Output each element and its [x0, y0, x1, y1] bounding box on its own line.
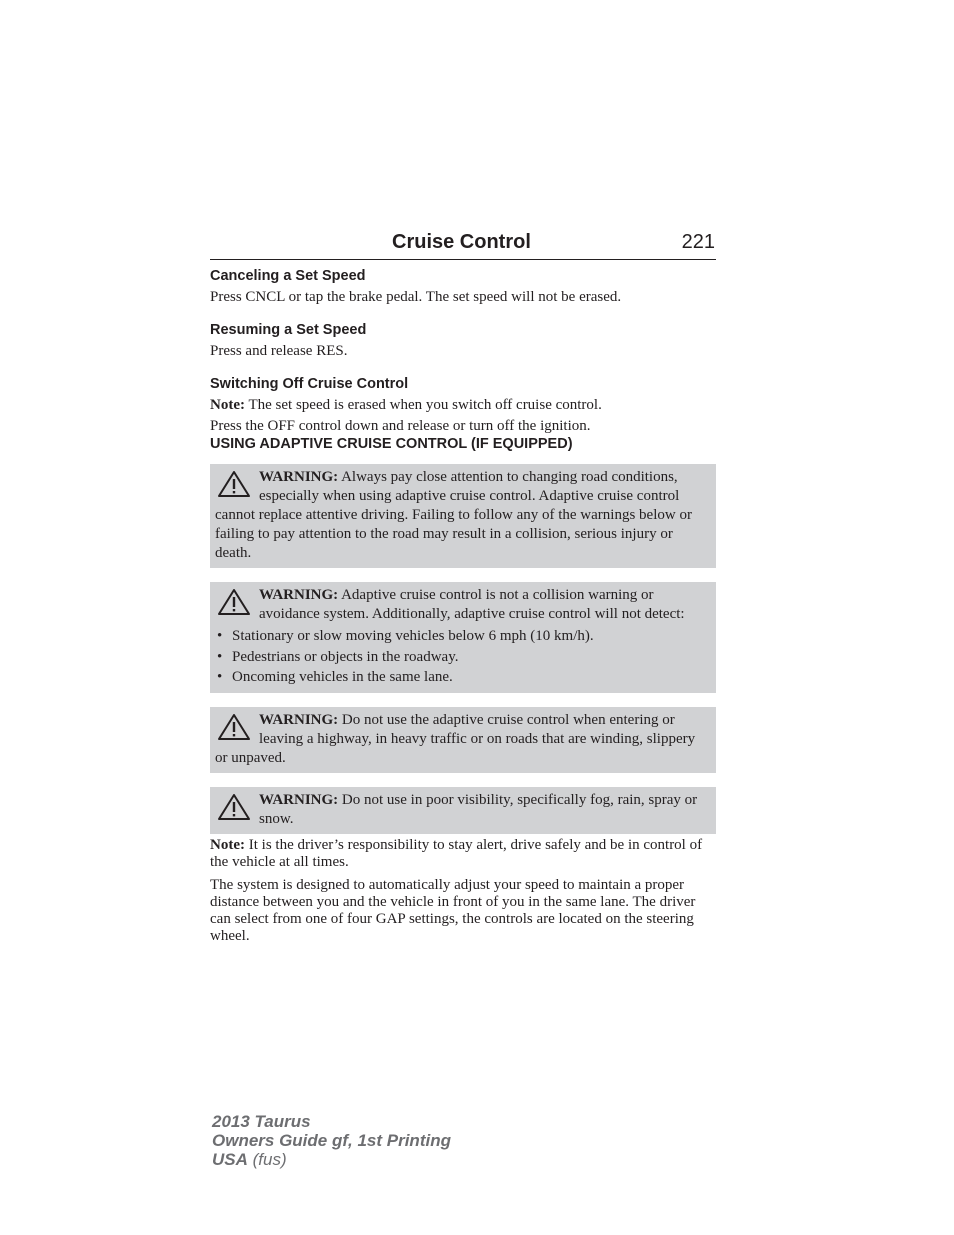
footer-model: 2013 Taurus: [212, 1112, 311, 1131]
warning-text-4: [215, 791, 710, 829]
list-item: [215, 626, 710, 647]
warning-text-2: [215, 586, 710, 624]
warning-label: WARNING:: [259, 587, 339, 603]
warning-bullet-list: [215, 626, 710, 688]
warning-box-2: [210, 582, 716, 693]
bullet-icon: •: [217, 628, 223, 644]
warning-box-1: [210, 464, 716, 568]
list-item: [215, 647, 710, 668]
closing-note: [210, 837, 716, 871]
note-text: The set speed is erased when you switch off cruise control.: [244, 397, 602, 413]
warning-box-3: [210, 707, 716, 773]
text-canceling: Press CNCL or tap the brake pedal. The set speed will not be erased.: [210, 289, 622, 305]
list-item-text: Oncoming vehicles in the same lane.: [232, 669, 453, 685]
warning-label: WARNING:: [259, 711, 339, 728]
warning-body: Do not use the adaptive cruise control when entering or leaving a highway, in heavy traffic or on roads that are winding, slippery or unpaved.: [215, 711, 696, 766]
warning-triangle-icon: [217, 470, 251, 498]
warning-triangle-icon: [217, 713, 251, 741]
warning-triangle-icon: [217, 793, 251, 821]
heading-canceling: Canceling a Set Speed: [210, 268, 366, 284]
bullet-icon: •: [217, 648, 223, 665]
warning-body: Adaptive cruise control is not a collision warning or avoidance system. Additionally, adaptive cruise control will not detect:: [259, 587, 685, 622]
page-number: 221: [681, 231, 715, 253]
footer-edition: Owners Guide gf, 1st Printing: [212, 1131, 451, 1150]
heading-resuming: Resuming a Set Speed: [210, 322, 367, 338]
note-label: Note:: [210, 836, 245, 853]
warning-body: Always pay close attention to changing road conditions, especially when using adaptive cruise control. Adaptive cruise control cannot replace attentive driving. Failing to follow any of the warnings below or failing to pay attention to the road may result in a collision, serious injury or death.: [215, 469, 692, 561]
page-header: [210, 229, 716, 260]
bullet-icon: •: [217, 669, 223, 685]
list-item: [215, 667, 710, 688]
warning-label: WARNING:: [259, 791, 339, 808]
page-content: [210, 267, 716, 945]
warning-triangle-icon: [217, 588, 251, 616]
list-item-text: Pedestrians or objects in the roadway.: [232, 648, 459, 665]
list-item-text: Stationary or slow moving vehicles below 6 mph (10 km/h).: [232, 628, 594, 644]
heading-switching-off: Switching Off Cruise Control: [210, 376, 409, 392]
note-text: It is the driver’s responsibility to stay alert, drive safely and be in control of the vehicle at all times.: [210, 836, 703, 870]
footer-region-code: (fus): [247, 1150, 287, 1169]
note-switching-off: [210, 397, 716, 414]
text-resuming: Press and release RES.: [210, 343, 348, 359]
page-footer: [212, 1112, 451, 1169]
page-title: Cruise Control: [392, 231, 531, 253]
warning-text-3: [215, 711, 710, 768]
heading-adaptive: USING ADAPTIVE CRUISE CONTROL (IF EQUIPPED): [210, 436, 573, 452]
warning-body: Do not use in poor visibility, specifically fog, rain, spray or snow.: [259, 791, 698, 827]
note-label: Note:: [210, 397, 245, 413]
warning-label: WARNING:: [259, 469, 339, 485]
text-switching-off: Press the OFF control down and release or turn off the ignition.: [210, 418, 591, 434]
closing-paragraph: The system is designed to automatically adjust your speed to maintain a proper distance between you and the vehicle in front of you in the same lane. The driver can select from one of four GAP settings, the controls are located on the steering wheel.: [210, 876, 696, 944]
footer-region: [212, 1150, 451, 1169]
warning-text-1: [215, 468, 710, 563]
footer-region-main: USA: [212, 1150, 248, 1169]
warning-box-4: [210, 787, 716, 834]
